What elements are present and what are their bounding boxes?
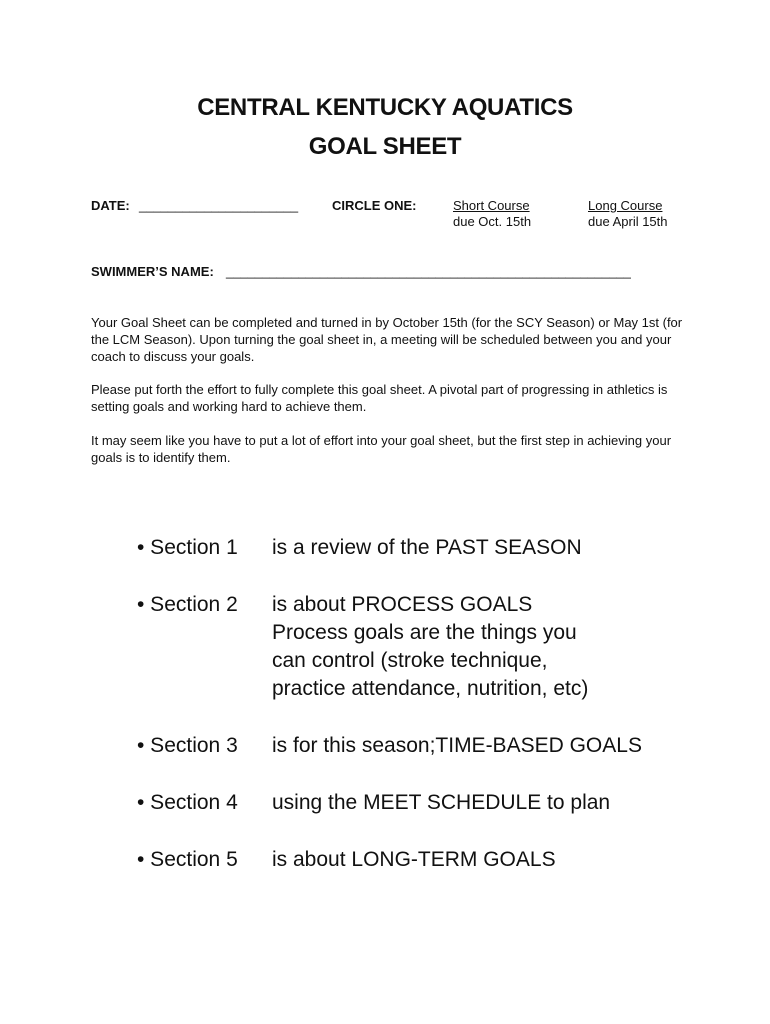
section-description: can control (stroke technique, [272,649,548,672]
section-description: is about PROCESS GOALS [272,593,533,616]
section-label: • Section 2 [137,593,238,616]
circle-one-label: CIRCLE ONE: [332,198,417,213]
swimmer-name-label: SWIMMER’S NAME: [91,264,214,279]
section-description: is for this season;TIME-BASED GOALS [272,734,642,757]
short-course-due: due Oct. 15th [453,214,532,229]
page-title: CENTRAL KENTUCKY AQUATICS [197,94,573,121]
option-short-course[interactable]: Short Course [453,198,530,213]
effort-paragraph: Please put forth the effort to fully complete this goal sheet. A pivotal part of progressing in athletics is setting goals and working hard to achieve them. [91,382,668,414]
section-label: • Section 1 [137,536,238,559]
long-course-due: due April 15th [588,214,668,229]
date-label: DATE: [91,198,130,213]
section-description: is a review of the PAST SEASON [272,536,582,559]
section-label: • Section 5 [137,848,238,871]
date-field[interactable]: ______________________ [139,198,299,213]
section-description: practice attendance, nutrition, etc) [272,677,589,700]
section-description: Process goals are the things you [272,621,577,644]
section-label: • Section 4 [137,791,238,814]
intro-paragraph: Your Goal Sheet can be completed and turned in by October 15th (for the SCY Season) or May 1st (for the LCM Season). Upon turning the goal sheet in, a meeting will be scheduled between you and your coach to discuss your goals. [91,315,683,364]
option-long-course[interactable]: Long Course [588,198,663,213]
section-description: is about LONG-TERM GOALS [272,848,556,871]
section-label: • Section 3 [137,734,238,757]
swimmer-name-field[interactable]: ________________________________________________________ [226,264,631,279]
section-description: using the MEET SCHEDULE to plan [272,791,611,814]
page-subtitle: GOAL SHEET [308,133,462,160]
first-step-paragraph: It may seem like you have to put a lot of effort into your goal sheet, but the first step in achieving your goals is to identify them. [91,433,672,465]
